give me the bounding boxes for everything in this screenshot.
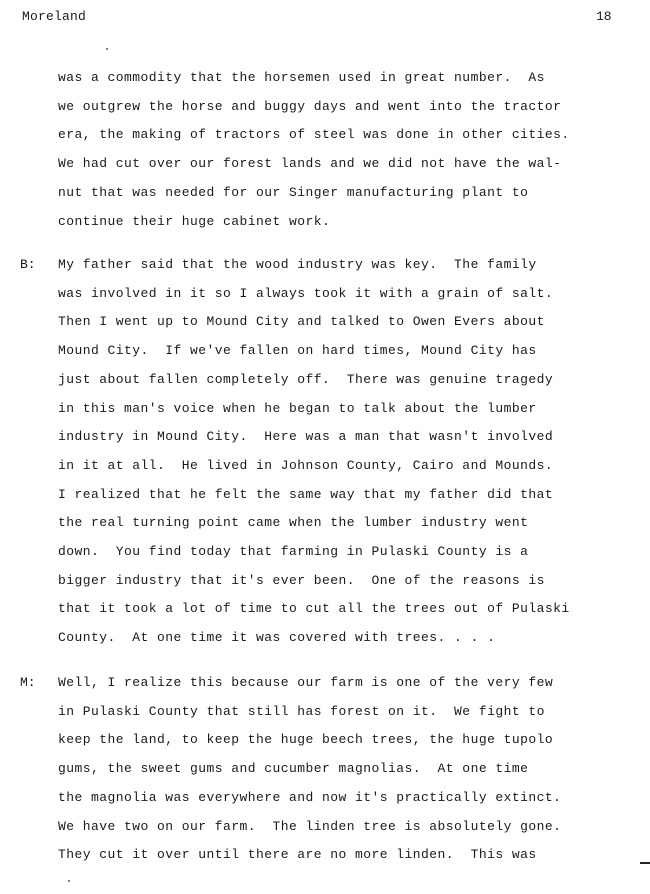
- transcript-line: County. At one time it was covered with trees. . . .: [58, 630, 496, 646]
- transcript-line: My father said that the wood industry was key. The family: [58, 257, 537, 272]
- transcript-line: gums, the sweet gums and cucumber magnolias. At one time: [58, 761, 529, 777]
- transcript-line: was involved in it so I always took it with a grain of salt.: [58, 285, 554, 301]
- transcript-line: era, the making of tractors of steel was done in other cities.: [58, 127, 570, 143]
- header-interviewee-name: Moreland: [22, 9, 87, 24]
- transcript-line: in this man's voice when he began to talk about the lumber: [58, 400, 537, 416]
- transcript-line: just about fallen completely off. There was genuine tragedy: [58, 371, 554, 387]
- scan-speck: [106, 48, 108, 50]
- scan-speck: [68, 880, 70, 882]
- speaker-label: M:: [20, 675, 36, 690]
- transcript-line: was a commodity that the horsemen used in great number. As: [58, 70, 545, 85]
- transcript-line: we outgrew the horse and buggy days and went into the tractor: [58, 98, 562, 114]
- transcript-line: that it took a lot of time to cut all the trees out of Pulaski: [58, 601, 570, 617]
- transcript-line: I realized that he felt the same way that my father did that: [58, 486, 554, 502]
- transcript-line: in Pulaski County that still has forest on it. We fight to: [58, 703, 545, 719]
- transcript-line: Mound City. If we've fallen on hard times, Mound City has: [58, 343, 537, 359]
- page-number: 18: [596, 9, 612, 24]
- transcript-line: down. You find today that farming in Pulaski County is a: [58, 544, 529, 559]
- transcript-line: keep the land, to keep the huge beech trees, the huge tupolo: [58, 732, 554, 748]
- transcript-line: We had cut over our forest lands and we did not have the wal-: [58, 156, 562, 172]
- transcript-line: in it at all. He lived in Johnson County, Cairo and Mounds.: [58, 457, 554, 473]
- transcript-line: Then I went up to Mound City and talked to Owen Evers about: [58, 314, 545, 330]
- transcript-line: bigger industry that it's ever been. One of the reasons is: [58, 572, 545, 588]
- transcript-line: the magnolia was everywhere and now it's practically extinct.: [58, 789, 562, 805]
- transcript-line: industry in Mound City. Here was a man that wasn't involved: [58, 429, 554, 445]
- scan-edge-mark: [640, 862, 650, 864]
- transcript-line: continue their huge cabinet work.: [58, 213, 331, 229]
- speaker-label: B:: [20, 257, 36, 272]
- transcript-line: the real turning point came when the lumber industry went: [58, 515, 529, 531]
- transcript-line: Well, I realize this because our farm is one of the very few: [58, 675, 554, 690]
- transcript-line: nut that was needed for our Singer manufacturing plant to: [58, 184, 529, 200]
- transcript-line: We have two on our farm. The linden tree is absolutely gone.: [58, 818, 562, 834]
- transcript-line: They cut it over until there are no more linden. This was: [58, 847, 537, 863]
